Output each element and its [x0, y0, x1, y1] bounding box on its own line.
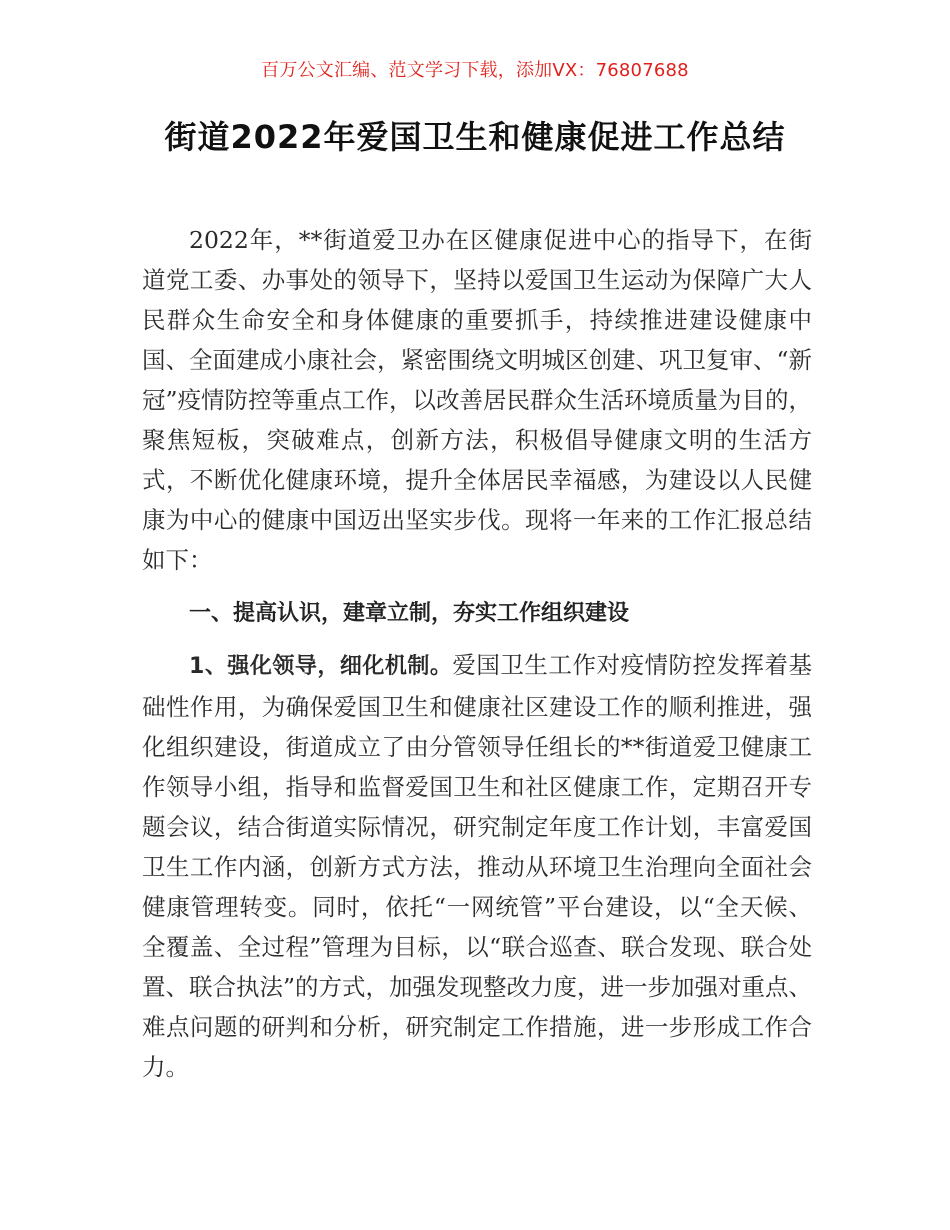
item-text-1: 爱国卫生工作对疫情防控发挥着基础性作用，为确保爱国卫生和健康社区建设工作的顺利推进，强化组织建设，街道成立了由分管领导任组长的**街道爱卫健康工作领导小组，指导和监督爱国卫生和社区健康工作，定期召开专题会议，结合街道实际情况，研究制定年度工作计划，丰富爱国卫生工作内涵，创新方式方法，推动从环境卫生治理向全面社会健康管理转变。同时，依托“一网统管”平台建设，以“全天候、全覆盖、全过程”管理为目标，以“联合巡查、联合发现、联合处置、联合执法”的方式，加强发现整改力度，进一步加强对重点、难点问题的研判和分析，研究制定工作措施，进一步形成工作合力。 [142, 651, 813, 1081]
item-lead-1: 1、强化领导，细化机制。 [189, 654, 453, 679]
intro-paragraph: 2022年，**街道爱卫办在区健康促进中心的指导下，在街道党工委、办事处的领导下，坚持以爱国卫生运动为保障广大人民群众生命安全和身体健康的重要抓手，持续推进建设健康中国、全面建成小康社会，紧密围绕文明城区创建、巩卫复审、“新冠”疫情防控等重点工作，以改善居民群众生活环境质量为目的，聚焦短板，突破难点，创新方法，积极倡导健康文明的生活方式，不断优化健康环境，提升全体居民幸福感，为建设以人民健康为中心的健康中国迈出坚实步伐。现将一年来的工作汇报总结如下： [142, 226, 813, 574]
section-heading-1: 一、提高认识，建章立制，夯实工作组织建设 [189, 601, 630, 626]
promo-banner: 百万公文汇编、范文学习下载，添加VX：76807688 [261, 60, 689, 81]
document-title: 街道2022年爱国卫生和健康促进工作总结 [164, 118, 786, 156]
item-paragraph-1 [142, 645, 812, 1087]
